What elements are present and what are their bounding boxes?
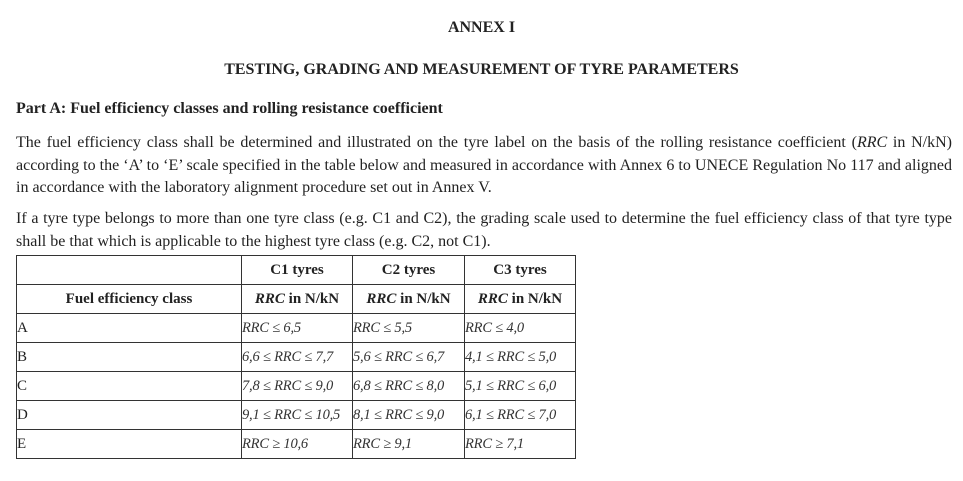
header-c2-tyres: C2 tyres: [353, 256, 465, 285]
class-label: D: [17, 401, 242, 430]
c2-value: RRC ≥ 9,1: [353, 430, 465, 459]
header-unit-c3: [465, 285, 576, 314]
table-row: [17, 401, 576, 430]
table-subheader-row: [17, 285, 576, 314]
header-fuel-efficiency-class: Fuel efficiency class: [17, 285, 242, 314]
paragraph-text-end: in N/kN) according to the ‘A’ to ‘E’ scale specified in the table below and measured in accordance with Annex 6 to UNECE Regulation No 117 and aligned in accordance with the laboratory alignment procedure set out in Annex V.: [16, 134, 953, 196]
paragraph-rolling-resistance: [16, 132, 952, 200]
unit-rrc: RRC: [254, 290, 285, 307]
c2-value: RRC ≤ 5,5: [353, 314, 465, 343]
header-c3-tyres: C3 tyres: [465, 256, 576, 285]
table-row: [17, 430, 576, 459]
c3-value: 4,1 ≤ RRC ≤ 5,0: [465, 343, 576, 372]
table-row: [17, 314, 576, 343]
c1-value: 9,1 ≤ RRC ≤ 10,5: [242, 401, 353, 430]
c2-value: 8,1 ≤ RRC ≤ 9,0: [353, 401, 465, 430]
table-row: [17, 372, 576, 401]
unit-label: in N/kN: [284, 290, 340, 307]
header-unit-c2: [353, 285, 465, 314]
table-row: [17, 343, 576, 372]
class-label: A: [17, 314, 242, 343]
unit-label: in N/kN: [396, 290, 451, 307]
paragraph-tyre-class: If a tyre type belongs to more than one tyre class (e.g. C1 and C2), the grading scale used to determine the fuel efficiency class of that tyre type shall be that which is applicable to the highest tyre class (e.g. C2, not C1).: [16, 210, 952, 250]
header-unit-c1: [242, 285, 353, 314]
class-label: C: [17, 372, 242, 401]
unit-rrc: RRC: [366, 290, 397, 307]
unit-rrc: RRC: [477, 290, 508, 307]
main-heading: TESTING, GRADING AND MEASUREMENT OF TYRE PARAMETERS: [224, 61, 739, 78]
c1-value: 6,6 ≤ RRC ≤ 7,7: [242, 343, 353, 372]
class-label: B: [17, 343, 242, 372]
paragraph-text-start: The fuel efficiency class shall be determined and illustrated on the tyre label on the basis of the rolling resistance coefficient (: [16, 134, 857, 151]
c3-value: RRC ≤ 4,0: [465, 314, 576, 343]
part-title: Part A: Fuel efficiency classes and rolling resistance coefficient: [16, 100, 443, 117]
c1-value: 7,8 ≤ RRC ≤ 9,0: [242, 372, 353, 401]
header-c1-tyres: C1 tyres: [242, 256, 353, 285]
annex-title: ANNEX I: [447, 19, 516, 36]
fuel-efficiency-table: [16, 255, 576, 459]
class-label: E: [17, 430, 242, 459]
c1-value: RRC ≤ 6,5: [242, 314, 353, 343]
c3-value: RRC ≥ 7,1: [465, 430, 576, 459]
c3-value: 5,1 ≤ RRC ≤ 6,0: [465, 372, 576, 401]
c2-value: 6,8 ≤ RRC ≤ 8,0: [353, 372, 465, 401]
unit-label: in N/kN: [507, 290, 563, 307]
c3-value: 6,1 ≤ RRC ≤ 7,0: [465, 401, 576, 430]
rrc-term: RRC: [856, 134, 888, 151]
c1-value: RRC ≥ 10,6: [242, 430, 353, 459]
table-header-row: [17, 256, 576, 285]
header-empty-cell: [17, 256, 242, 285]
c2-value: 5,6 ≤ RRC ≤ 6,7: [353, 343, 465, 372]
